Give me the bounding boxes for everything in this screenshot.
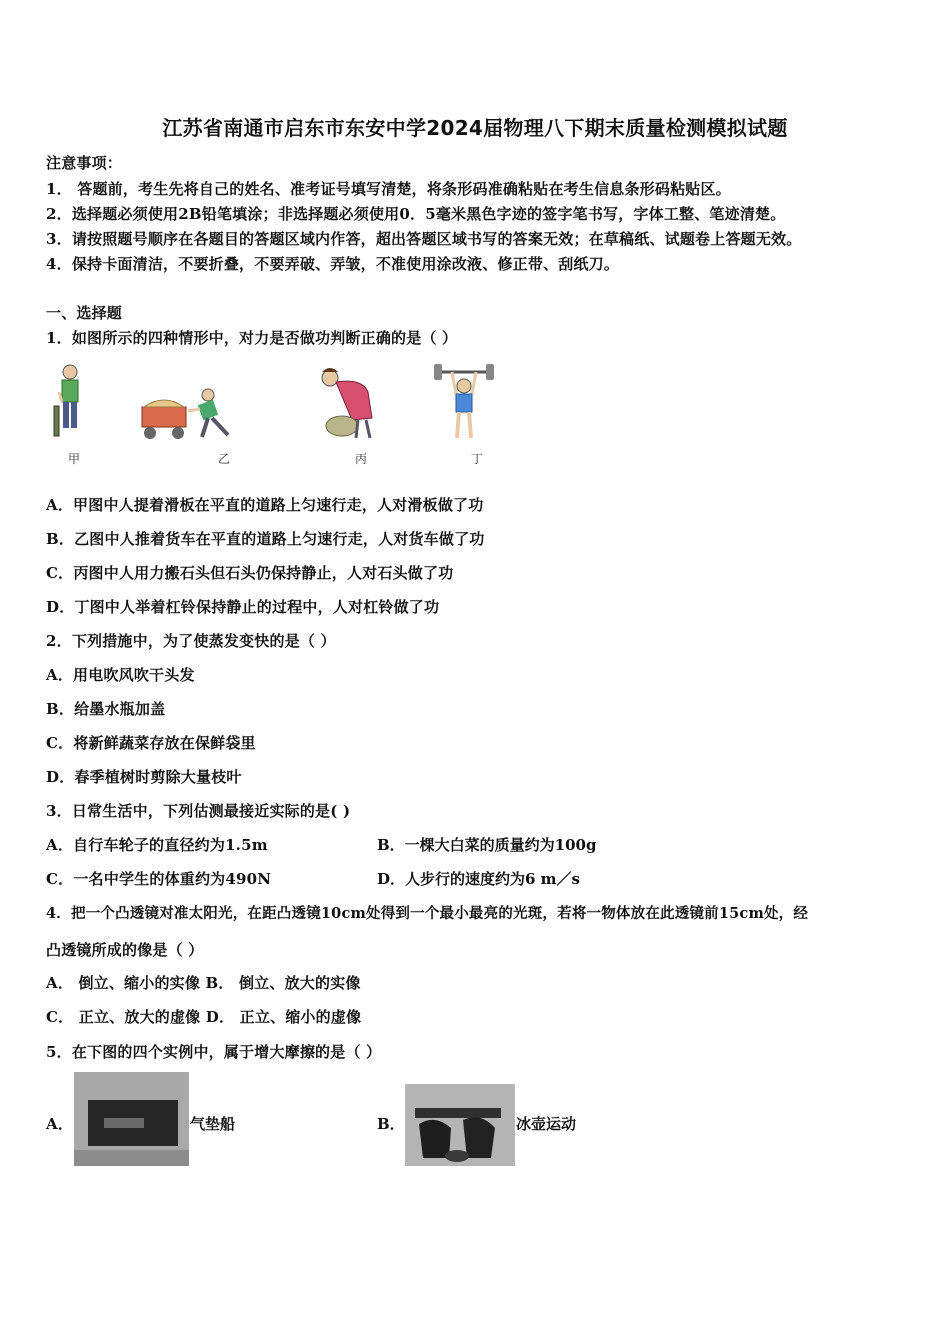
notice-item-3: 3．请按照题号顺序在各题目的答题区域内作答，超出答题区域书写的答案无效；在草稿纸、试题卷上答题无效。 (46, 230, 802, 248)
q3-option-d: D．人步行的速度约为6 m／s (377, 870, 580, 888)
figure-label-bing: 丙 (355, 452, 368, 466)
q3-option-b: B．一棵大白菜的质量约为100g (377, 836, 597, 854)
figure-bing-person-stone (312, 362, 382, 442)
figure-label-yi: 乙 (218, 452, 231, 466)
notice-item-2: 2．选择题必须使用2B铅笔填涂；非选择题必须使用0．5毫米黑色字迹的签字笔书写，字体工整、笔迹清楚。 (46, 205, 786, 223)
q3-stem: 3．日常生活中，下列估测最接近实际的是( ) (46, 802, 351, 820)
figure-label-jia: 甲 (68, 452, 81, 466)
notice-item-1: 1． 答题前，考生先将自己的姓名、准考证号填写清楚，将条形码准确粘贴在考生信息条形码粘贴区。 (46, 180, 731, 198)
q4-stem-line1: 4．把一个凸透镜对准太阳光，在距凸透镜10cm处得到一个最小最亮的光斑，若将一物体放在此透镜前15cm处，经 (46, 905, 809, 922)
figure-ding-person-barbell (432, 362, 496, 444)
q1-option-b: B．乙图中人推着货车在平直的道路上匀速行走，人对货车做了功 (46, 530, 485, 548)
q5-option-a-letter: A． (46, 1115, 74, 1133)
q4-stem-line2: 凸透镜所成的像是（ ） (46, 941, 204, 959)
q1-option-a: A．甲图中人提着滑板在平直的道路上匀速行走，人对滑板做了功 (46, 496, 484, 514)
q3-option-c: C．一名中学生的体重约为490N (46, 870, 272, 888)
q4-options-row1: A． 倒立、缩小的实像 B． 倒立、放大的实像 (46, 974, 361, 992)
q2-option-b: B．给墨水瓶加盖 (46, 700, 166, 718)
q4-options-row2: C． 正立、放大的虚像 D． 正立、缩小的虚像 (46, 1008, 362, 1026)
q5-option-b-letter: B． (377, 1115, 405, 1133)
q1-option-d: D．丁图中人举着杠铃保持静止的过程中，人对杠铃做了功 (46, 598, 440, 616)
q2-option-d: D．春季植树时剪除大量枝叶 (46, 768, 242, 786)
figure-yi-person-cart (138, 385, 238, 445)
q2-option-c: C．将新鲜蔬菜存放在保鲜袋里 (46, 734, 256, 752)
q5-option-a-caption: 气垫船 (190, 1115, 236, 1133)
q2-option-a: A．用电吹风吹干头发 (46, 666, 195, 684)
notice-item-4: 4．保持卡面清洁，不要折叠，不要弄破、弄皱，不准使用涂改液、修正带、刮纸刀。 (46, 255, 620, 273)
curling-photo (405, 1084, 515, 1166)
q5-option-b-caption: 冰壶运动 (516, 1115, 577, 1133)
q1-option-c: C．丙图中人用力搬石头但石头仍保持静止，人对石头做了功 (46, 564, 454, 582)
q1-stem: 1．如图所示的四种情形中，对力是否做功判断正确的是（ ） (46, 329, 458, 347)
section-heading: 一、选择题 (46, 304, 123, 322)
figure-label-ding: 丁 (471, 452, 484, 466)
hovercraft-photo (74, 1072, 189, 1166)
notice-heading: 注意事项： (46, 154, 123, 172)
figure-jia-person-skateboard (50, 362, 90, 446)
q3-option-a: A．自行车轮子的直径约为1.5m (46, 836, 268, 854)
page-title: 江苏省南通市启东市东安中学2024届物理八下期末质量检测模拟试题 (162, 116, 788, 140)
q2-stem: 2．下列措施中，为了使蒸发变快的是（ ） (46, 632, 336, 650)
q5-stem: 5．在下图的四个实例中，属于增大摩擦的是（ ） (46, 1043, 382, 1061)
